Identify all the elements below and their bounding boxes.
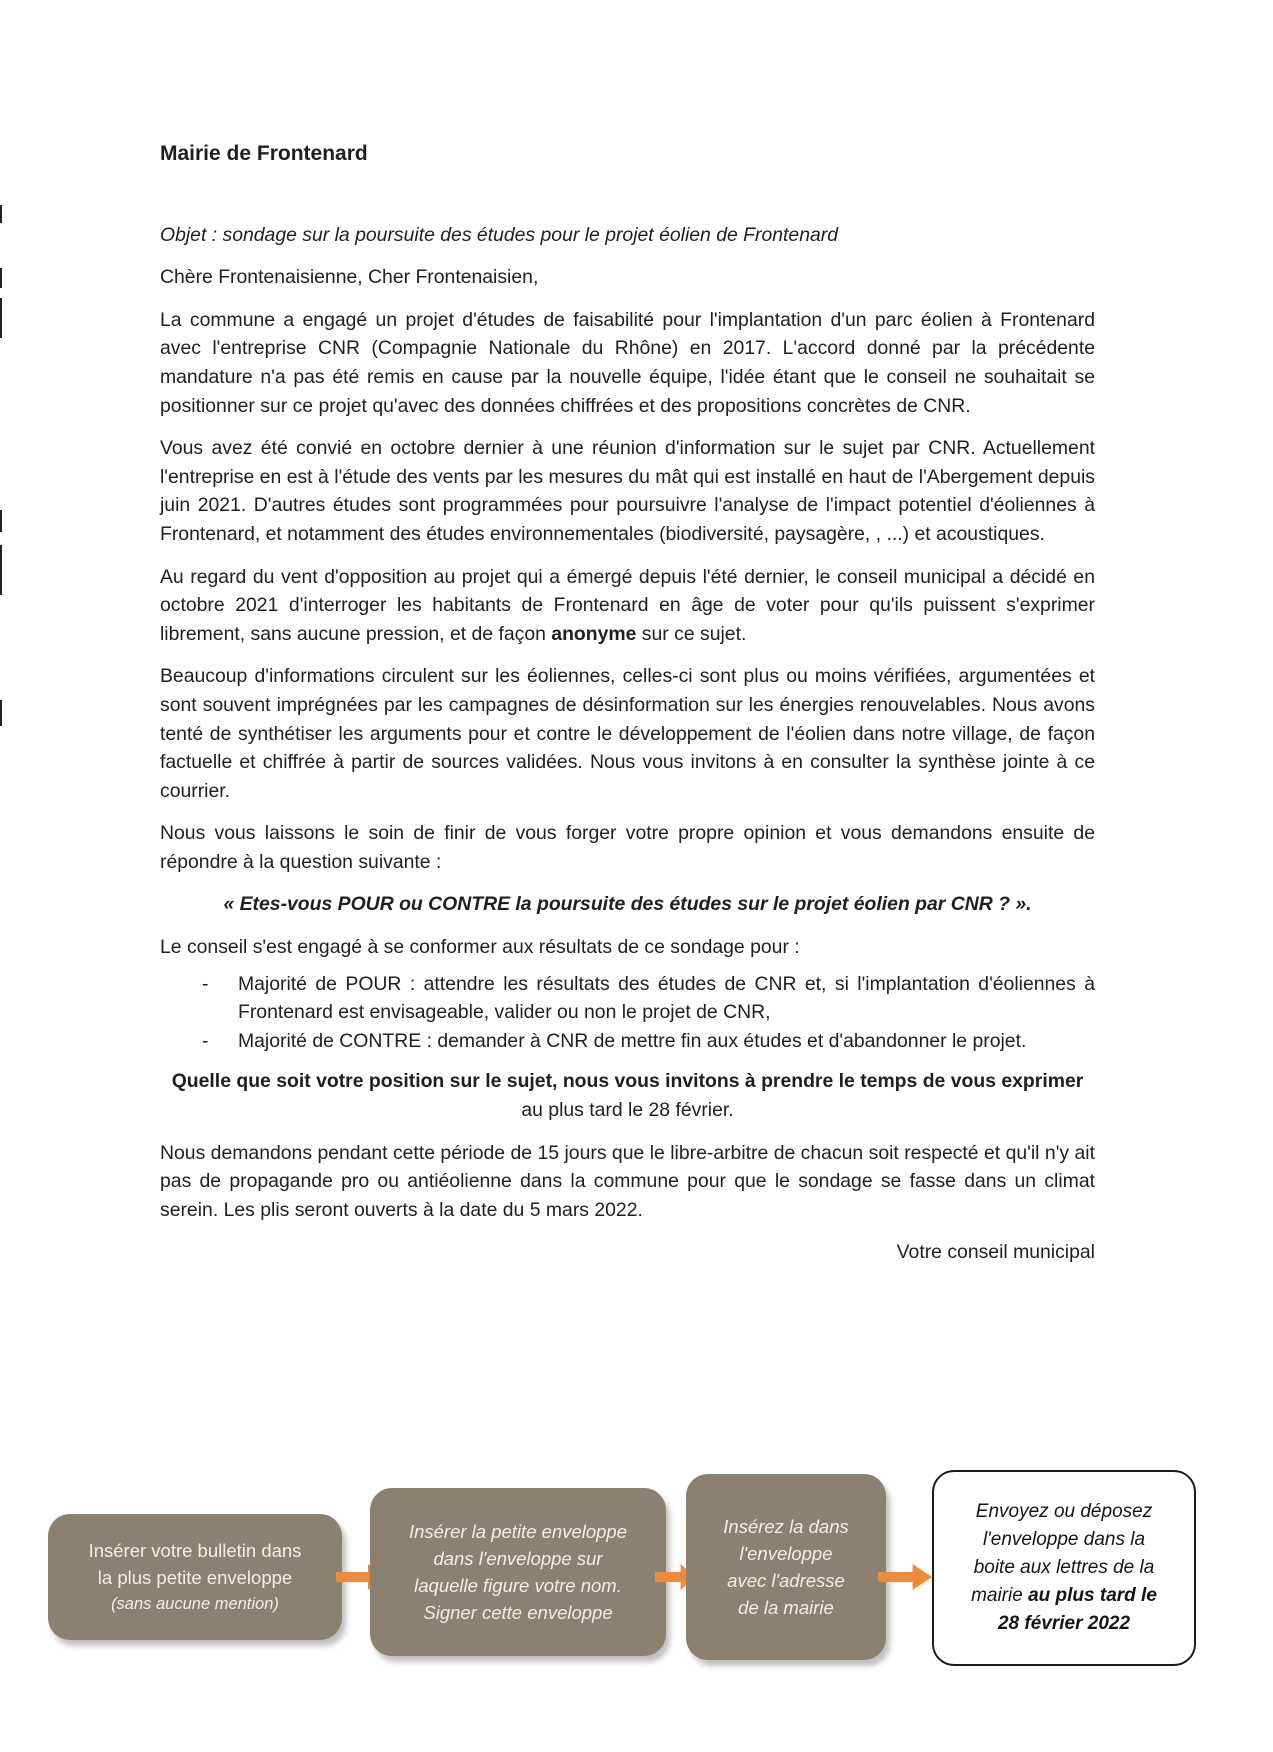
step1-line: Insérer votre bulletin dans xyxy=(88,1539,302,1561)
arrow-right-icon xyxy=(878,1564,932,1590)
list-dash: - xyxy=(202,1029,209,1052)
step4-line: l'enveloppe dans la xyxy=(982,1529,1146,1550)
scan-mark xyxy=(0,510,2,532)
paragraph-survey-end: sur ce sujet. xyxy=(636,622,747,645)
step1-note: (sans aucune mention) xyxy=(111,1594,279,1613)
scan-mark xyxy=(0,268,2,288)
option-contre: Majorité de CONTRE : demander à CNR de mettre fin aux études et d'abandonner le projet. xyxy=(238,1029,1027,1052)
subject-line: Objet : sondage sur la poursuite des études pour le projet éolien de Frontenard xyxy=(160,223,839,246)
scan-mark xyxy=(0,205,2,223)
step2-line: Signer cette enveloppe xyxy=(423,1602,613,1623)
step-insert-small-envelope xyxy=(370,1488,666,1656)
step1-line: la plus petite enveloppe xyxy=(97,1566,293,1588)
step4-line xyxy=(971,1582,1157,1610)
step3-line: l'enveloppe xyxy=(739,1543,833,1564)
paragraph-studies: Vous avez été convié en octobre dernier à une réunion d'information sur le sujet par CNR. Actuellement l'entreprise en est à l'étude des vents par les mesures du mât qui est installé en haut de l'Abergement depuis juin 2021. D'autres études sont programmées pour poursuivre l'analyse de l'impact potentiel d'éoliennes à Frontenard, et notamment des études environnementales (biodiversité, paysagère, , ...) et acoustiques. xyxy=(160,437,1095,545)
letter-body xyxy=(160,140,1095,1286)
deadline-callout xyxy=(160,1067,1095,1124)
step4-line: Envoyez ou déposez xyxy=(975,1501,1153,1522)
step2-line: Insérer la petite enveloppe xyxy=(408,1521,628,1542)
anonymous-emphasis: anonyme xyxy=(551,622,637,645)
commitment-intro: Le conseil s'est engagé à se conformer aux résultats de ce sondage pour : xyxy=(160,936,800,959)
step4-mairie: mairie xyxy=(971,1585,1029,1606)
step3-line: de la mairie xyxy=(738,1597,834,1618)
step3-line: avec l'adresse xyxy=(727,1570,845,1591)
sender-heading: Mairie de Frontenard xyxy=(160,142,368,165)
signature: Votre conseil municipal xyxy=(896,1241,1095,1264)
paragraph-question-intro: Nous vous laissons le soin de finir de vous forger votre propre opinion et vous demandons ensuite de répondre à la question suivante : xyxy=(160,822,1095,873)
list-item xyxy=(160,970,1095,1027)
option-pour: Majorité de POUR : attendre les résultats des études de CNR et, si l'implantation d'éoliennes à Frontenard est envisageable, valider ou non le projet de CNR, xyxy=(238,972,1095,1024)
step-send-envelope xyxy=(932,1470,1196,1666)
step-insert-ballot xyxy=(48,1514,342,1640)
list-dash: - xyxy=(202,972,209,995)
step2-line: dans l'enveloppe sur xyxy=(433,1548,603,1569)
paragraph-survey-text: Au regard du vent d'opposition au projet qui a émergé depuis l'été dernier, le conseil municipal a décidé en octobre 2021 d'interroger les habitants de Frontenard en âge de voter pour qu'ils puissent s'exprimer librement, sans aucune pression, et de façon xyxy=(160,565,1095,645)
greeting: Chère Frontenaisienne, Cher Frontenaisien, xyxy=(160,266,539,289)
step3-line: Insérez la dans xyxy=(723,1516,849,1537)
scan-mark xyxy=(0,700,2,726)
paragraph-survey-decision xyxy=(160,563,1095,649)
list-item xyxy=(160,1027,1095,1056)
commitment-list xyxy=(160,970,1095,1056)
step-mairie-envelope xyxy=(686,1474,886,1660)
survey-question: « Etes-vous POUR ou CONTRE la poursuite des études sur le projet éolien par CNR ? ». xyxy=(223,893,1032,916)
scan-mark xyxy=(0,545,2,595)
deadline-callout-date: au plus tard le 28 février. xyxy=(521,1099,734,1122)
step4-deadline-date: 28 février 2022 xyxy=(997,1613,1131,1634)
step4-line: boite aux lettres de la xyxy=(973,1557,1155,1578)
paragraph-information: Beaucoup d'informations circulent sur les éoliennes, celles-ci sont plus ou moins vérifiées, argumentées et sont souvent imprégnées par les campagnes de désinformation sur les énergies renouvelables. Nous avons tenté de synthétiser les arguments pour et contre le développement de l'éolien dans notre village, de façon factuelle et chiffrée à partir de sources validées. Nous vous invitons à en consulter la synthèse jointe à ce courrier. xyxy=(160,665,1095,802)
deadline-callout-bold: Quelle que soit votre position sur le sujet, nous vous invitons à prendre le temps de vous exprimer xyxy=(171,1070,1084,1093)
step2-line: laquelle figure votre nom. xyxy=(414,1575,622,1596)
scan-mark xyxy=(0,298,2,338)
step4-deadline-bold: au plus tard le xyxy=(1028,1585,1157,1606)
paragraph-closing: Nous demandons pendant cette période de 15 jours que le libre-arbitre de chacun soit respecté et qu'il n'y ait pas de propagande pro ou antiéolienne dans la commune pour que le sondage se fasse dans un climat serein. Les plis seront ouverts à la date du 5 mars 2022. xyxy=(160,1141,1095,1221)
paragraph-context: La commune a engagé un projet d'études de faisabilité pour l'implantation d'un parc éolien à Frontenard avec l'entreprise CNR (Compagnie Nationale du Rhône) en 2017. L'accord donné par la précédente mandature n'a pas été remis en cause par la nouvelle équipe, l'idée étant que le conseil ne souhaitait se positionner sur ce projet qu'avec des données chiffrées et des propositions concrètes de CNR. xyxy=(160,308,1095,417)
